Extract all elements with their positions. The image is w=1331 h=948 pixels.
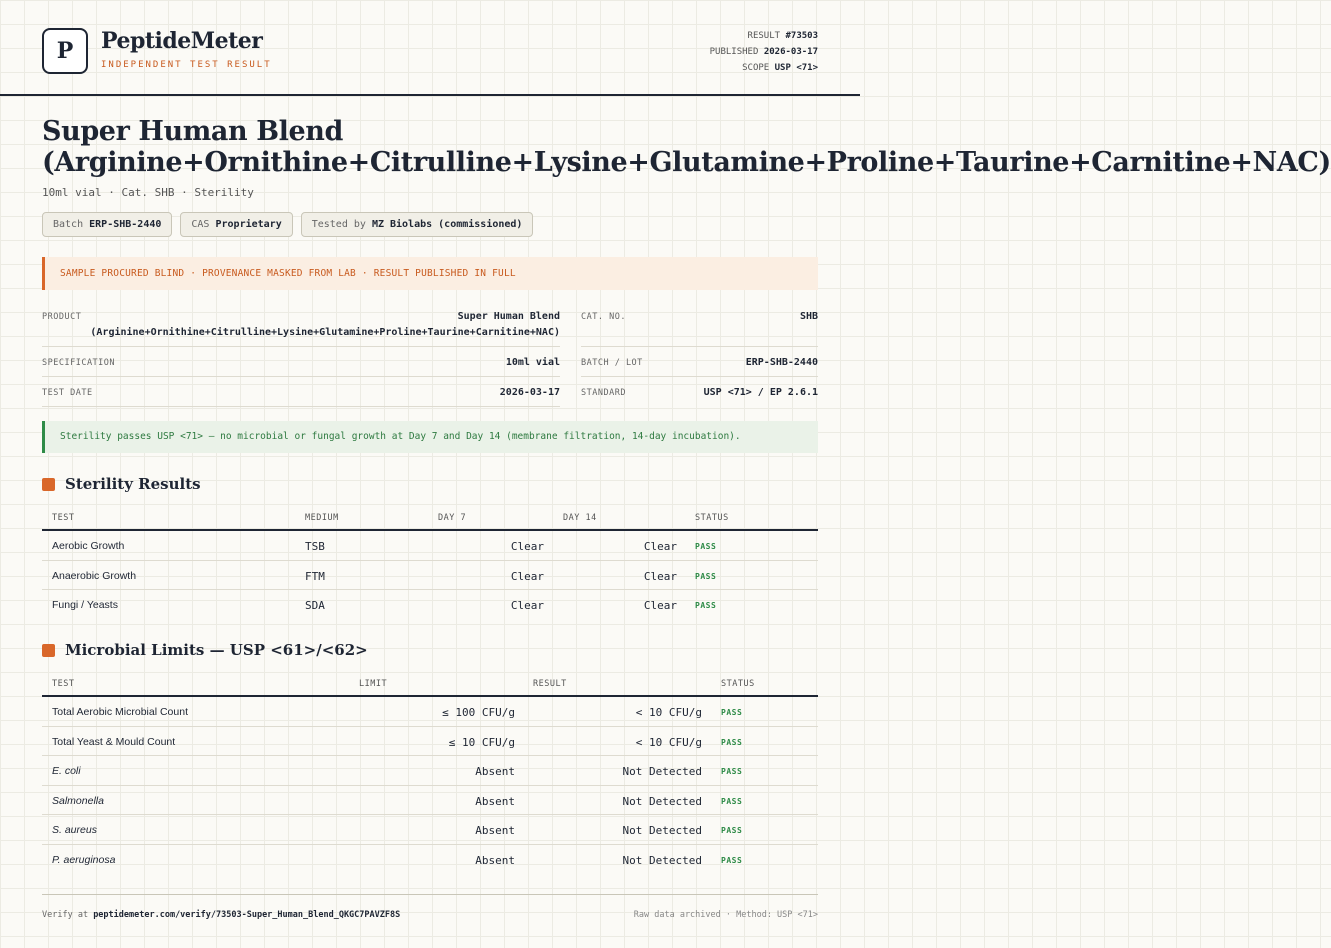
info-value: 2026-03-17 xyxy=(499,387,560,398)
batch-chip xyxy=(42,212,172,237)
cell-day7: Clear xyxy=(510,599,544,612)
table-header xyxy=(42,673,818,697)
table-row xyxy=(42,786,818,816)
col-header-test: TEST xyxy=(52,679,75,689)
cell-test: Anaerobic Growth xyxy=(52,569,137,582)
cas-chip xyxy=(180,212,292,237)
blind-procurement-notice: SAMPLE PROCURED BLIND · PROVENANCE MASKED FROM LAB · RESULT PUBLISHED IN FULL xyxy=(42,257,818,290)
cell-result: < 10 CFU/g xyxy=(635,735,702,749)
status-badge: PASS xyxy=(695,571,717,581)
col-header-medium: MEDIUM xyxy=(305,513,339,523)
cell-day7: Clear xyxy=(510,540,544,553)
info-test-date xyxy=(42,377,560,407)
info-specification xyxy=(42,347,560,377)
cell-medium: SDA xyxy=(305,599,325,612)
report-footer xyxy=(42,894,818,924)
verify-prefix: Verify at xyxy=(42,910,89,920)
info-batch xyxy=(581,347,818,377)
status-badge: PASS xyxy=(721,826,743,835)
table-row xyxy=(42,845,818,875)
status-badge: PASS xyxy=(721,767,743,776)
col-header-result: RESULT xyxy=(533,679,567,689)
info-label: CAT. NO. xyxy=(581,312,626,322)
sterility-pass-notice: Sterility passes USP <71> — no microbial or fungal growth at Day 7 and Day 14 (membrane filtration, 14-day incubation). xyxy=(42,421,818,453)
sterility-section-title xyxy=(42,475,201,493)
title-clip xyxy=(0,110,1331,182)
cell-limit: Absent xyxy=(475,794,515,808)
status-badge: PASS xyxy=(721,708,743,717)
published-date: 2026-03-17 xyxy=(763,47,818,57)
col-header-day7: DAY 7 xyxy=(438,513,467,523)
cell-result: Not Detected xyxy=(622,824,702,837)
section-marker-icon xyxy=(42,478,55,491)
scope-label: SCOPE xyxy=(742,63,770,73)
status-badge: PASS xyxy=(695,542,717,551)
info-value: 10ml vial xyxy=(505,357,560,368)
cell-limit: Absent xyxy=(475,853,515,867)
microbial-section-title xyxy=(42,641,368,659)
chip-value: Proprietary xyxy=(215,219,282,230)
cell-limit: Absent xyxy=(475,824,515,837)
section-title-text: Sterility Results xyxy=(65,475,201,493)
cell-day14: Clear xyxy=(643,599,677,612)
cell-result: Not Detected xyxy=(622,853,702,867)
status-badge: PASS xyxy=(721,737,743,747)
section-marker-icon xyxy=(42,644,55,657)
info-catno xyxy=(581,306,818,347)
tested-by-chip xyxy=(301,212,534,237)
info-product xyxy=(42,306,560,347)
cell-day7: Clear xyxy=(510,569,544,583)
product-ingredients: (Arginine+Ornithine+Citrulline+Lysine+Glutamine+Proline+Taurine+Carnitine+NAC) xyxy=(90,327,560,338)
chip-value: MZ Biolabs (commissioned) xyxy=(371,219,523,230)
published-line xyxy=(710,44,818,60)
result-id-line xyxy=(710,28,818,44)
status-badge: PASS xyxy=(695,601,717,610)
cell-test: E. coli xyxy=(52,765,81,777)
table-row xyxy=(42,697,818,727)
chip-value: ERP-SHB-2440 xyxy=(89,219,162,230)
cell-day14: Clear xyxy=(643,540,677,553)
table-row xyxy=(42,756,818,786)
page-title-line1: Super Human Blend xyxy=(42,116,344,147)
microbial-table xyxy=(42,673,818,874)
product-name: Super Human Blend xyxy=(457,311,560,322)
table-row xyxy=(42,727,818,757)
table-header xyxy=(42,507,818,531)
status-badge: PASS xyxy=(721,796,743,806)
cell-test: Salmonella xyxy=(52,794,104,807)
chip-label: CAS xyxy=(191,219,210,230)
cell-day14: Clear xyxy=(643,569,677,583)
info-value: SHB xyxy=(799,311,818,322)
cell-test: Aerobic Growth xyxy=(52,540,125,552)
page-subtitle: 10ml vial · Cat. SHB · Sterility xyxy=(42,186,254,199)
sterility-table xyxy=(42,507,818,620)
table-row xyxy=(42,531,818,561)
cell-test: Fungi / Yeasts xyxy=(52,599,118,611)
page-title xyxy=(42,116,1331,178)
result-id: #73503 xyxy=(785,31,818,41)
archive-note: Raw data archived · Method: USP <71> xyxy=(633,910,818,920)
page-title-line2: (Arginine+Ornithine+Citrulline+Lysine+Glutamine+Proline+Taurine+Carnitine+NAC) xyxy=(42,147,1331,178)
cell-result: Not Detected xyxy=(622,765,702,778)
info-label: TEST DATE xyxy=(42,388,93,398)
info-value: USP <71> / EP 2.6.1 xyxy=(703,387,818,398)
cell-test: P. aeruginosa xyxy=(52,853,116,866)
cell-limit: ≤ 100 CFU/g xyxy=(442,706,515,719)
cell-test: Total Yeast & Mould Count xyxy=(52,735,176,748)
result-label: RESULT xyxy=(747,31,781,41)
col-header-limit: LIMIT xyxy=(359,679,388,689)
col-header-day14: DAY 14 xyxy=(563,513,597,523)
cell-result: < 10 CFU/g xyxy=(635,706,702,719)
cell-medium: TSB xyxy=(305,540,325,553)
info-value: ERP-SHB-2440 xyxy=(745,357,818,368)
chip-label: Batch xyxy=(53,219,84,230)
cell-test: Total Aerobic Microbial Count xyxy=(52,706,188,718)
table-row xyxy=(42,590,818,620)
info-label: PRODUCT xyxy=(42,312,82,322)
col-header-status: STATUS xyxy=(695,513,729,523)
col-header-test: TEST xyxy=(52,513,75,523)
verify-link[interactable]: peptidemeter.com/verify/73503-Super_Human_Blend_QKGC7PAVZF8S xyxy=(93,910,401,920)
info-label: BATCH / LOT xyxy=(581,358,643,368)
section-title-text: Microbial Limits — USP <61>/<62> xyxy=(65,641,368,659)
report-meta xyxy=(710,28,818,76)
status-badge: PASS xyxy=(721,855,743,865)
cell-test: S. aureus xyxy=(52,824,97,836)
scope-value: USP <71> xyxy=(774,63,818,73)
info-label: STANDARD xyxy=(581,388,626,398)
brand-tagline: INDEPENDENT TEST RESULT xyxy=(101,60,272,70)
chip-row xyxy=(42,212,533,237)
cell-limit: Absent xyxy=(475,765,515,778)
info-value xyxy=(90,309,560,341)
verify-line xyxy=(42,910,400,920)
scope-line xyxy=(710,60,818,76)
brand-name: PeptideMeter xyxy=(101,28,263,54)
col-header-status: STATUS xyxy=(721,679,755,689)
chip-label: Tested by xyxy=(311,219,366,230)
info-standard xyxy=(581,377,818,407)
cell-result: Not Detected xyxy=(622,794,702,808)
brand-logo: P xyxy=(42,28,88,74)
report-header xyxy=(0,0,860,96)
info-label: SPECIFICATION xyxy=(42,358,116,368)
table-row xyxy=(42,561,818,591)
published-label: PUBLISHED xyxy=(709,47,759,57)
cell-limit: ≤ 10 CFU/g xyxy=(448,735,515,749)
cell-medium: FTM xyxy=(305,569,325,583)
table-row xyxy=(42,815,818,845)
